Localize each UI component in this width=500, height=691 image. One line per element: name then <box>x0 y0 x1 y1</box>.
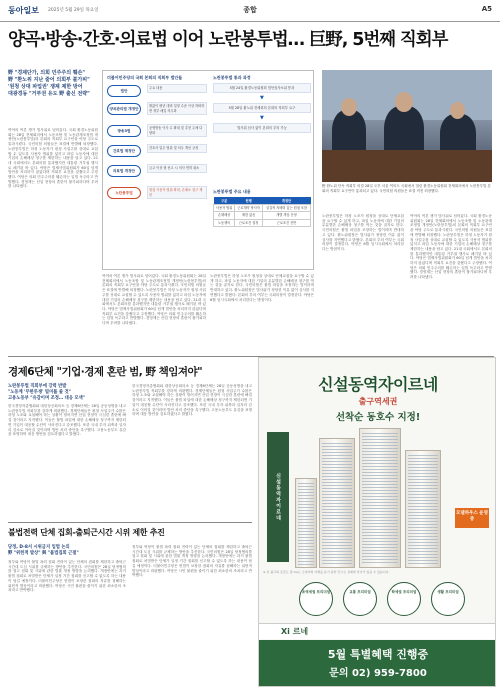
premium-badge: 교통 프리미엄 <box>343 582 377 616</box>
ad-disclaimer: ※ 본 광고의 조감도 및 CG는 소비자의 이해를 돕기 위한 것으로 실제와 차이가 있을 수 있습니다. <box>263 570 390 574</box>
ad-phone-number: 문의 02) 959-7800 <box>329 668 427 679</box>
building-illustration <box>319 438 355 568</box>
brand-strip <box>259 623 496 639</box>
infobox-row <box>107 83 207 99</box>
process-step: 5월 28일 환노위 전체회의 본회의 직회부 요구 <box>213 103 311 113</box>
table-header: 개정안 <box>263 197 311 205</box>
table-row <box>214 205 311 212</box>
infobox-row <box>107 143 207 159</box>
story2-body-col2: 한국경영자총협회와 대한상공회의소 등 경제6단체는 28일 공동성명을 내고 노란봉투법 직회부를 강하게 비판했다. 경제단체들은 원청 사업주가 수많은 하청 노조와 교섭해야 하는 상황이 벌어지면 산업 현장이 극심한 혼란에 빠질 것이라고 지적했다. 이들은 불법 파업에 대한 손해배상 청구까지 제한되면 기업이 대응할 수단이 사라진다고 강조했다. 또한 국내 투자 위축과 일자리 감소로 이어질 것이라며 법안 처리 중단을 촉구했다. 고용노동부도 유감을 표명하며 대응 방안을 검토하겠다고 밝혔다. <box>132 384 252 417</box>
infobox-row-label: 방송3법 <box>107 125 141 137</box>
story3-headline: 불법전력 단체 집회-출퇴근시간 시위 제한 추진 <box>8 528 165 537</box>
story1-body-col1: 여야의 여론 쟁가 법사위로 넘어갔다. 국회 환경노동위원회는 28일 전체회의에서 노동조합 및 노동관계조정법 개정안(노란봉투법)의 본회의 직회부 요구안을 야당 주도로 통과시켰다. 국민의힘 의원들은 표결에 반발해 퇴장했다. 노란봉투법은 하청 노동자가 원청 사업주를 상대로 교섭할 수 있도록 사용자 범위를 넓히고 파업 노동자에 대한 기업의 손해배상 청구를 제한하는 내용을 담고 있다. 21대 국회에서도 본회의를 통과했지만 대통령 거부권 행사로 폐기된 바 있다. 야당은 법제사법위원회가 60일 넘게 법안을 처리하지 않았다며 직회부 요건을 갖췄다고 주장했다. 여당은 의회 민주주의를 훼손하는 입법 독주라고 반발했다. 경영계는 산업 현장의 혼란이 불가피하다며 우려를 나타냈다. <box>8 128 98 189</box>
arrow-down-icon: ▼ <box>260 95 264 101</box>
story3-subhead: 당정, D-8서 시위금지 입법 논의 野 "위헌적 발상" 與 "불법집회 근절" <box>8 545 79 556</box>
section-divider <box>8 522 252 523</box>
apartment-advertisement <box>258 357 496 687</box>
story3-body-col2: 정부와 여당이 불법 폭력 집회 전력이 있는 단체의 집회를 제한하고 출퇴근 시간대 도심 시위를 규제하는 방안을 추진한다. 국민의힘은 28일 당정협의를 열고 집회 및 시위에 관한 법률 개정 방향을 논의했다. 개정안에는 과거 불법 집회로 처벌받은 단체가 일정 기간 집회를 신고할 수 없도록 하는 내용이 담길 예정이다. 더불어민주당은 헌법이 보장한 집회의 자유를 침해하는 위헌적 발상이라고 비판했다. 여당은 시민 불편을 줄이기 위한 최소한의 조치라고 반박했다. <box>132 545 252 578</box>
infobox-row-label: 간호법 제정안 <box>107 145 141 157</box>
table-cell: 실질적 지배력 있는 원청 포함 <box>263 205 311 212</box>
infobox-title-right: 노란봉투법 통과 과정 <box>213 75 251 80</box>
infobox-row-label: 의료법 개정안 <box>107 165 141 177</box>
infobox-row-highlight <box>107 185 207 201</box>
infobox-row-value: 쌀값이 평년 대비 일정 수준 이상 하락하면 정부 매입 의무화 <box>147 102 207 115</box>
ad-bottom-banner <box>259 640 496 687</box>
page-number: A5 <box>481 5 492 13</box>
masthead <box>0 0 500 22</box>
building-illustration <box>295 478 317 568</box>
infobox-row-value: 원청 사용자 범위 확대, 손배소 청구 제한 <box>147 186 207 199</box>
brand-logo: Xi 르네 <box>281 627 309 636</box>
table-cell: 손해배상 <box>214 212 235 219</box>
photo-caption: 野 환노위 단독 직회부 의결 28일 오후 서울 여의도 국회에서 열린 환경노동위원회 전체회의에서 노란봉투법 본회의 직회부 요구안이 통과되고 있다. 국민의힘 의원들은 표결 직전 퇴장했다. <box>322 184 491 193</box>
infobox-row <box>107 163 207 179</box>
table-cell: 근로조건 결정 <box>235 219 263 226</box>
process-step: 법사위 심사 없이 본회의 부의 가능 <box>213 123 311 133</box>
newspaper-logo: 동아일보 <box>8 5 39 15</box>
story1-body-col3: 노란봉투법은 하청 노조가 원청을 상대로 단체교섭을 요구할 수 있게 하고, 파업 노동자에 대한 기업의 무분별한 손해배상 청구를 막는 것을 골자로 한다. 국민의힘은 불법 파업을 조장하는 법이라며 반대하고 있다. 환노위원장은 법사위가 정당한 이유 없이 심사를 지연했다고 밝혔다. 본회의 부의 여부는 국회의장이 결정한다. 야당은 6월 임시국회에서 처리한다는 방침이다. <box>210 274 314 302</box>
news-photo <box>322 70 492 182</box>
story2-subhead: 노란봉투법 직회부에 강력 반발 "노동계 '무한투쟁' 빌미를 줄 것" 고용노동부 "유감이며 조정… 대응 모색" <box>8 384 86 401</box>
table-header: 현행 <box>235 197 263 205</box>
table-cell: 제한 없음 <box>235 212 263 219</box>
infobox-row-value: 금고 이상 형 선고 시 의사 면허 취소 <box>147 164 207 173</box>
story2-body-col1: 한국경영자총협회와 대한상공회의소 등 경제6단체는 28일 공동성명을 내고 노란봉투법 직회부를 강하게 비판했다. 경제단체들은 원청 사업주가 수많은 하청 노조와 교섭해야 하는 상황이 벌어지면 산업 현장이 극심한 혼란에 빠질 것이라고 지적했다. 이들은 불법 파업에 대한 손해배상 청구까지 제한되면 기업이 대응할 수단이 사라진다고 강조했다. 또한 국내 투자 위축과 일자리 감소로 이어질 것이라며 법안 처리 중단을 촉구했다. 고용노동부도 유감을 표명하며 대응 방안을 검토하겠다고 밝혔다. <box>8 404 126 437</box>
infobox-subtitle: 노란봉투법 주요 내용 <box>213 189 251 194</box>
infobox-row <box>107 123 207 139</box>
comparison-table <box>213 197 311 227</box>
infobox-row <box>107 101 207 117</box>
infobox-title-left: 더불어민주당의 국회 본회의 직회부 법안들 <box>107 75 183 80</box>
infobox-row-value: 주요 내용 <box>147 84 207 93</box>
table-row <box>214 219 311 226</box>
table-row <box>214 212 311 219</box>
ad-promo-text: 5월 특별혜택 진행중 <box>327 648 429 661</box>
issue-date: 2025년 5월 29일 목요일 <box>48 8 99 13</box>
section-title: 종합 <box>243 6 257 14</box>
story1-body-col5: 여야의 여론 쟁가 법사위로 넘어갔다. 국회 환경노동위원회는 28일 전체회의에서 노동조합 및 노동관계조정법 개정안(노란봉투법)의 본회의 직회부 요구안을 야당 주도로 통과시켰다. 국민의힘 의원들은 표결에 반발해 퇴장했다. 노란봉투법은 하청 노동자가 원청 사업주를 상대로 교섭할 수 있도록 사용자 범위를 넓히고 파업 노동자에 대한 기업의 손해배상 청구를 제한하는 내용을 담고 있다. 21대 국회에서도 본회의를 통과했지만 대통령 거부권 행사로 폐기된 바 있다. 야당은 법제사법위원회가 60일 넘게 법안을 처리하지 않았다며 직회부 요건을 갖췄다고 주장했다. 여당은 의회 민주주의를 훼손하는 입법 독주라고 반발했다. 경영계는 산업 현장의 혼란이 불가피하다며 우려를 나타냈다. <box>410 214 492 280</box>
infobox-row-label: 노란봉투법 <box>107 187 141 199</box>
table-cell: 근로조건 전반 <box>263 219 311 226</box>
story1-subhead: 野 "경제단가, 의회 민주주의 훼손" 野 "환노위 지난 줄어 의회부 불가피" '원청 상대 파업권' 쟁제 제한 방어 대광경동 "거부권 유도 野 출신 전략" <box>8 70 90 97</box>
premium-badge: 학세권 프리미엄 <box>387 582 421 616</box>
infobox-row-value: 간호사 업무 범위 및 처우 개선 규정 <box>147 144 207 153</box>
table-cell: 개별 책임 산정 <box>263 212 311 219</box>
table-cell: 사용자 범위 <box>214 205 235 212</box>
story1-body-col2: 여야의 여론 쟁가 법사위로 넘어갔다. 국회 환경노동위원회는 28일 전체회의에서 노동조합 및 노동관계조정법 개정안(노란봉투법)의 본회의 직회부 요구안을 야당 주도로 통과시켰다. 국민의힘 의원들은 표결에 반발해 퇴장했다. 노란봉투법은 하청 노동자가 원청 사업주를 상대로 교섭할 수 있도록 사용자 범위를 넓히고 파업 노동자에 대한 기업의 손해배상 청구를 제한하는 내용을 담고 있다. 21대 국회에서도 본회의를 통과했지만 대통령 거부권 행사로 폐기된 바 있다. 야당은 법제사법위원회가 60일 넘게 법안을 처리하지 않았다며 직회부 요건을 갖췄다고 주장했다. 여당은 의회 민주주의를 훼손하는 입법 독주라고 반발했다. 경영계는 산업 현장의 혼란이 불가피하다며 우려를 나타냈다. <box>102 274 206 326</box>
story1-body-col4: 노란봉투법은 하청 노조가 원청을 상대로 단체교섭을 요구할 수 있게 하고, 파업 노동자에 대한 기업의 무분별한 손해배상 청구를 막는 것을 골자로 한다. 국민의힘은 불법 파업을 조장하는 법이라며 반대하고 있다. 환노위원장은 법사위가 정당한 이유 없이 심사를 지연했다고 밝혔다. 본회의 부의 여부는 국회의장이 결정한다. 야당은 6월 임시국회에서 처리한다는 방침이다. <box>322 214 404 251</box>
ad-tagline-1: 출구역세권 <box>358 397 398 406</box>
table-cell: 근로계약 당사자 <box>235 205 263 212</box>
ad-title: 신설동역자이르네 <box>318 375 438 394</box>
infobox-row-label: 양곡관리법 개정안 <box>107 103 141 115</box>
arrow-down-icon: ▼ <box>260 115 264 121</box>
ad-tagline-2: 선착순 동호수 지정! <box>335 412 421 423</box>
premium-badge: 초역세권 프리미엄 <box>299 582 333 616</box>
model-house-badge: 모델하우스 운영중 <box>455 508 489 528</box>
process-step: 5월 24일 환경노동위원회 법안심사소위 통과 <box>213 83 311 93</box>
main-headline: 양곡·방송·간호·의료법 이어 노란봉투법… 巨野, 5번째 직회부 <box>8 30 448 50</box>
story3-body-col1: 정부와 여당이 불법 폭력 집회 전력이 있는 단체의 집회를 제한하고 출퇴근 시간대 도심 시위를 규제하는 방안을 추진한다. 국민의힘은 28일 당정협의를 열고 집회 및 시위에 관한 법률 개정 방향을 논의했다. 개정안에는 과거 불법 집회로 처벌받은 단체가 일정 기간 집회를 신고할 수 없도록 하는 내용이 담길 예정이다. 더불어민주당은 헌법이 보장한 집회의 자유를 침해하는 위헌적 발상이라고 비판했다. 여당은 시민 불편을 줄이기 위한 최소한의 조치라고 반박했다. <box>8 560 126 593</box>
infobox-row-label: 법안 <box>107 85 141 97</box>
infobox-row-value: 공영방송 이사 수 확대 및 추천 주체 다양화 <box>147 124 207 137</box>
building-illustration <box>359 428 401 568</box>
story2-headline: 경제6단체 "기업·경제 혼란 범, 野 책임져야" <box>8 366 203 378</box>
table-cell: 노동쟁의 <box>214 219 235 226</box>
infographic-box <box>102 70 314 270</box>
table-header: 구분 <box>214 197 235 205</box>
building-illustration <box>405 450 441 568</box>
premium-badge: 생활 프리미엄 <box>431 582 465 616</box>
ad-side-banner: 신설동역자이르네 <box>267 432 289 562</box>
